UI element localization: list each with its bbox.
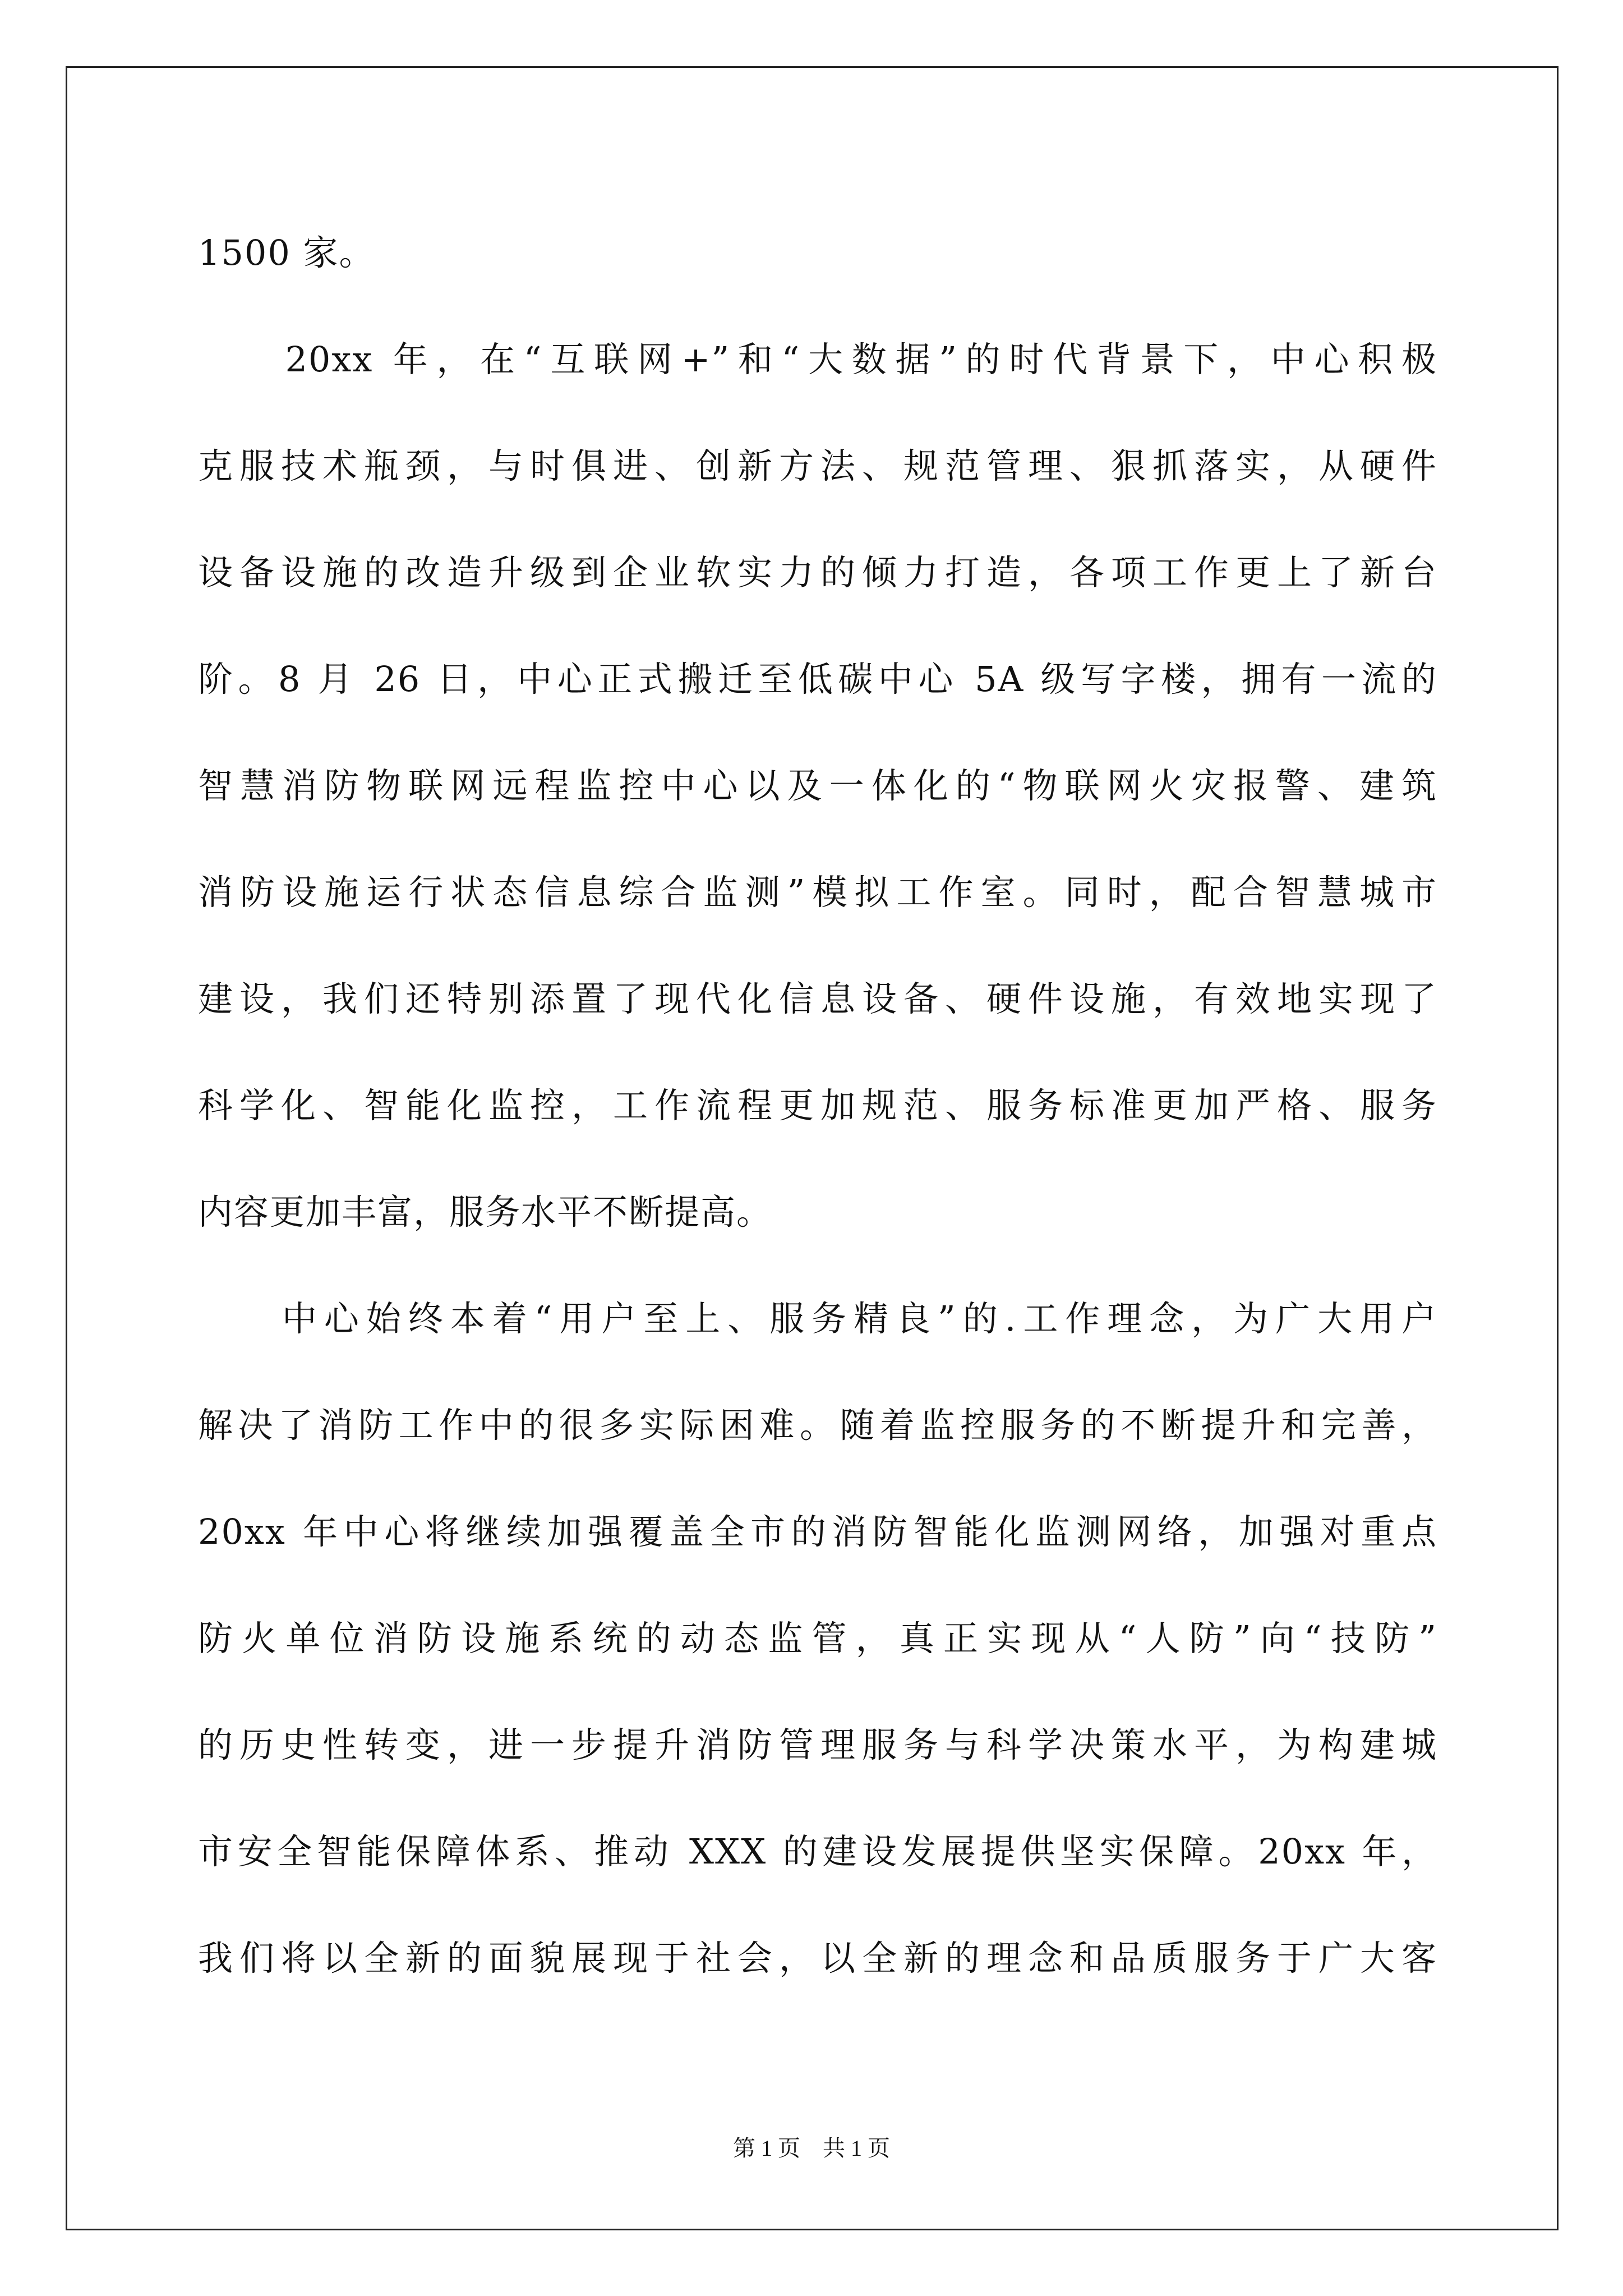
- text-line: 20xx 年，在“互联网+”和“大数据”的时代背景下，中心积极: [198, 339, 1437, 380]
- text-line: 科学化、智能化监控，工作流程更加规范、服务标准更加严格、服务: [198, 1085, 1437, 1126]
- text-line: 防火单位消防设施系统的动态监管，真正实现从“人防”向“技防”: [198, 1618, 1437, 1659]
- text-line: 解决了消防工作中的很多实际困难。随着监控服务的不断提升和完善，: [198, 1405, 1437, 1446]
- text-line: 我们将以全新的面貌展现于社会，以全新的理念和品质服务于广大客: [198, 1938, 1437, 1978]
- text-line: 1500 家。: [198, 232, 375, 273]
- text-line: 阶。8 月 26 日，中心正式搬迁至低碳中心 5A 级写字楼，拥有一流的: [198, 659, 1437, 700]
- text-line: 建设，我们还特别添置了现代化信息设备、硬件设施，有效地实现了: [198, 978, 1437, 1019]
- text-line: 内容更加丰富，服务水平不断提高。: [198, 1191, 773, 1232]
- text-line: 智慧消防物联网远程监控中心以及一体化的“物联网火灾报警、建筑: [198, 765, 1437, 806]
- text-line: 消防设施运行状态信息综合监测”模拟工作室。同时，配合智慧城市: [198, 872, 1437, 913]
- text-line: 20xx 年中心将继续加强覆盖全市的消防智能化监测网络，加强对重点: [198, 1511, 1437, 1552]
- text-line: 中心始终本着“用户至上、服务精良”的.工作理念，为广大用户: [198, 1298, 1437, 1339]
- text-line: 的历史性转变，进一步提升消防管理服务与科学决策水平，为构建城: [198, 1724, 1437, 1765]
- text-line: 市安全智能保障体系、推动 XXX 的建设发展提供坚实保障。20xx 年，: [198, 1831, 1437, 1872]
- text-line: 设备设施的改造升级到企业软实力的倾力打造，各项工作更上了新台: [198, 552, 1437, 593]
- text-line: 克服技术瓶颈，与时俱进、创新方法、规范管理、狠抓落实，从硬件: [198, 445, 1437, 486]
- page-border: [66, 66, 1559, 2230]
- page-number-footer: 第 1 页 共 1 页: [733, 2136, 890, 2161]
